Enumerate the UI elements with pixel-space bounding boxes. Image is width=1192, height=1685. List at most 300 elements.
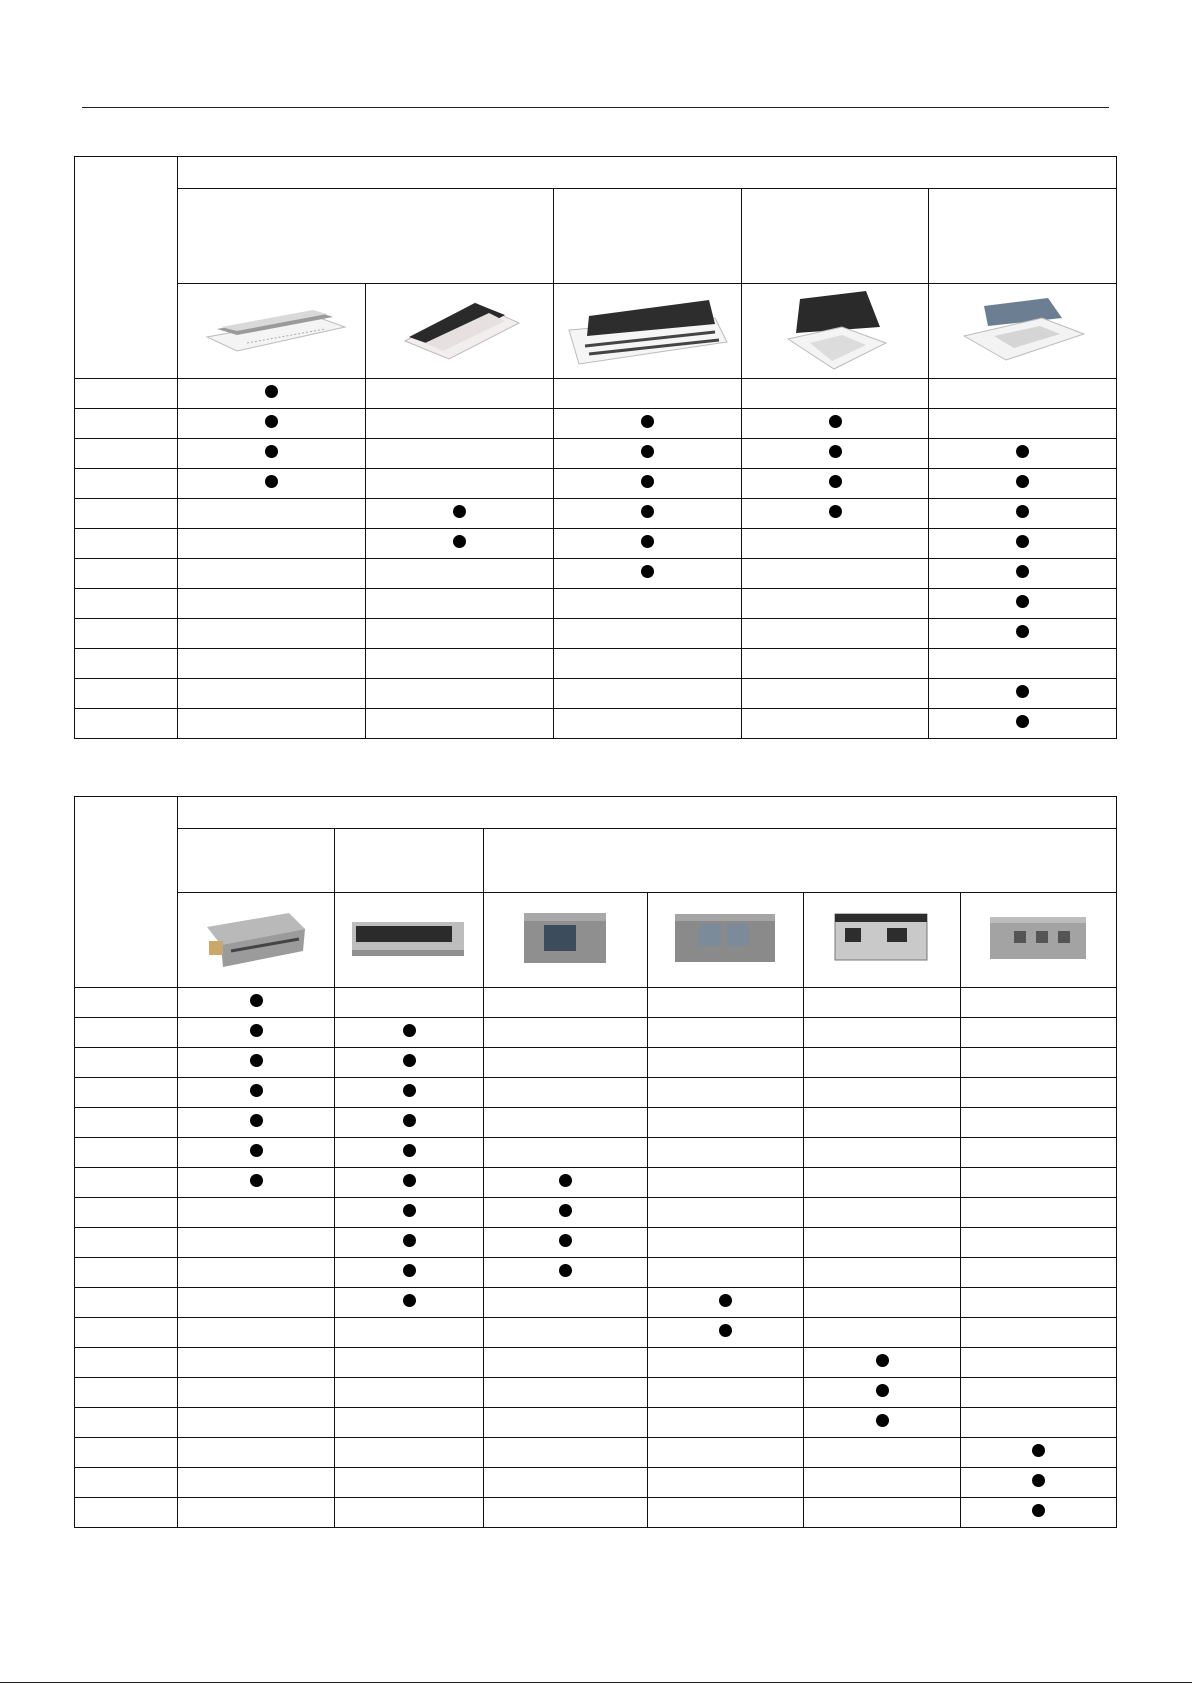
availability-cell (178, 1258, 335, 1288)
availability-cell (178, 379, 366, 409)
available-dot-icon (641, 415, 654, 428)
row-label-cell (75, 649, 178, 679)
available-dot-icon (403, 1024, 416, 1037)
availability-cell (178, 1138, 335, 1168)
available-dot-icon (250, 1114, 263, 1127)
available-dot-icon (453, 505, 466, 518)
availability-cell (804, 1168, 961, 1198)
available-dot-icon (1016, 565, 1029, 578)
available-dot-icon (403, 1204, 416, 1217)
availability-cell (484, 1318, 648, 1348)
availability-cell (648, 1408, 804, 1438)
availability-cell (961, 1078, 1117, 1108)
one-way-cassette-icon (197, 299, 347, 359)
availability-cell (366, 499, 554, 529)
availability-cell (554, 649, 742, 679)
availability-cell (804, 1048, 961, 1078)
availability-cell (178, 1078, 335, 1108)
category-header (178, 157, 1117, 189)
row-label-cell (75, 709, 178, 739)
availability-cell (648, 1498, 804, 1528)
availability-cell (178, 1048, 335, 1078)
row-label-cell (75, 1138, 178, 1168)
row-label-cell (75, 1378, 178, 1408)
availability-cell (961, 1438, 1117, 1468)
availability-cell (335, 1288, 484, 1318)
availability-cell (961, 1468, 1117, 1498)
availability-cell (484, 1468, 648, 1498)
table-row (75, 1348, 1117, 1378)
row-label-cell (75, 589, 178, 619)
availability-cell (961, 1108, 1117, 1138)
row-label-cell (75, 559, 178, 589)
availability-cell (804, 1258, 961, 1288)
availability-cell (366, 589, 554, 619)
available-dot-icon (559, 1234, 572, 1247)
available-dot-icon (641, 475, 654, 488)
availability-cell (554, 559, 742, 589)
availability-cell (929, 379, 1117, 409)
availability-cell (178, 1228, 335, 1258)
availability-cell (554, 709, 742, 739)
row-label-cell (75, 1168, 178, 1198)
availability-cell (648, 1258, 804, 1288)
duct-unit-icon (984, 907, 1094, 969)
availability-cell (804, 1318, 961, 1348)
row-label-cell (75, 499, 178, 529)
row-label-cell (75, 619, 178, 649)
row-label-cell (75, 1018, 178, 1048)
availability-cell (484, 1438, 648, 1468)
availability-cell (961, 1378, 1117, 1408)
availability-cell (961, 1498, 1117, 1528)
availability-cell (804, 1108, 961, 1138)
availability-cell (178, 709, 366, 739)
table-row (75, 1078, 1117, 1108)
availability-cell (961, 1138, 1117, 1168)
available-dot-icon (876, 1354, 889, 1367)
availability-cell (804, 1138, 961, 1168)
availability-cell (648, 1168, 804, 1198)
available-dot-icon (250, 1174, 263, 1187)
availability-cell (484, 1348, 648, 1378)
availability-cell (554, 499, 742, 529)
type-header (554, 189, 742, 284)
availability-cell (178, 1318, 335, 1348)
availability-cell (366, 439, 554, 469)
table-row (75, 1378, 1117, 1408)
availability-cell (178, 988, 335, 1018)
availability-cell (178, 679, 366, 709)
compact-four-way-cassette-unit-image (742, 284, 929, 379)
availability-cell (554, 529, 742, 559)
available-dot-icon (1016, 445, 1029, 458)
availability-cell (554, 469, 742, 499)
availability-cell (178, 649, 366, 679)
availability-cell (484, 1018, 648, 1048)
availability-cell (335, 1168, 484, 1198)
available-dot-icon (265, 445, 278, 458)
availability-cell (178, 1108, 335, 1138)
availability-cell (484, 1258, 648, 1288)
availability-cell (554, 439, 742, 469)
availability-cell (648, 1438, 804, 1468)
availability-cell (742, 559, 929, 589)
table-row (75, 1198, 1117, 1228)
available-dot-icon (1032, 1474, 1045, 1487)
table-row (75, 1258, 1117, 1288)
availability-cell (366, 679, 554, 709)
table-row (75, 379, 1117, 409)
availability-cell (804, 1348, 961, 1378)
header-rule (82, 107, 1109, 108)
availability-cell (178, 1198, 335, 1228)
availability-cell (484, 1378, 648, 1408)
cassette-model-table (74, 156, 1117, 739)
availability-cell (178, 1438, 335, 1468)
available-dot-icon (250, 1024, 263, 1037)
availability-cell (804, 1438, 961, 1468)
row-label-cell (75, 1408, 178, 1438)
available-dot-icon (641, 535, 654, 548)
row-label-cell (75, 529, 178, 559)
availability-cell (484, 1198, 648, 1228)
table-row (75, 589, 1117, 619)
table-row (75, 469, 1117, 499)
availability-cell (648, 1138, 804, 1168)
one-way-cassette-unit-image (178, 284, 366, 379)
availability-cell (335, 1078, 484, 1108)
availability-cell (366, 649, 554, 679)
availability-cell (804, 1498, 961, 1528)
row-label-cell (75, 1288, 178, 1318)
row-label-cell (75, 679, 178, 709)
type-header (742, 189, 929, 284)
availability-cell (804, 1408, 961, 1438)
available-dot-icon (719, 1294, 732, 1307)
table-row (75, 1228, 1117, 1258)
availability-cell (961, 988, 1117, 1018)
available-dot-icon (641, 565, 654, 578)
row-label-cell (75, 469, 178, 499)
row-label-cell (75, 988, 178, 1018)
duct-unit-icon (827, 908, 937, 968)
table-row (75, 1168, 1117, 1198)
available-dot-icon (403, 1264, 416, 1277)
available-dot-icon (719, 1324, 732, 1337)
availability-cell (484, 1498, 648, 1528)
availability-cell (178, 409, 366, 439)
availability-cell (742, 379, 929, 409)
availability-cell (929, 649, 1117, 679)
availability-cell (484, 1138, 648, 1168)
four-way-cassette-icon (780, 287, 890, 371)
availability-cell (929, 679, 1117, 709)
high-static-duct-unit-image (961, 893, 1117, 988)
table-row (75, 679, 1117, 709)
available-dot-icon (1016, 625, 1029, 638)
type-header (178, 829, 335, 893)
availability-cell (648, 1318, 804, 1348)
table-row (75, 1288, 1117, 1318)
available-dot-icon (876, 1414, 889, 1427)
availability-cell (929, 469, 1117, 499)
availability-cell (804, 1078, 961, 1108)
available-dot-icon (265, 385, 278, 398)
table-row (75, 1468, 1117, 1498)
available-dot-icon (403, 1054, 416, 1067)
availability-cell (648, 988, 804, 1018)
category-header (178, 797, 1117, 829)
high-static-duct-unit-image (484, 893, 648, 988)
available-dot-icon (829, 475, 842, 488)
availability-cell (929, 589, 1117, 619)
availability-cell (335, 1468, 484, 1498)
row-label-cell (75, 1498, 178, 1528)
available-dot-icon (829, 505, 842, 518)
availability-cell (366, 469, 554, 499)
availability-cell (335, 1138, 484, 1168)
availability-cell (178, 589, 366, 619)
availability-cell (742, 619, 929, 649)
row-label-cell (75, 1108, 178, 1138)
row-label-cell (75, 1048, 178, 1078)
availability-cell (335, 1198, 484, 1228)
row-label-cell (75, 1198, 178, 1228)
available-dot-icon (453, 535, 466, 548)
available-dot-icon (1016, 685, 1029, 698)
available-dot-icon (250, 994, 263, 1007)
type-header (335, 829, 484, 893)
table-row (75, 709, 1117, 739)
availability-cell (554, 679, 742, 709)
table-row (75, 529, 1117, 559)
available-dot-icon (876, 1384, 889, 1397)
one-way-cassette-unit-image (366, 284, 554, 379)
availability-cell (961, 1018, 1117, 1048)
available-dot-icon (1032, 1444, 1045, 1457)
table-row (75, 559, 1117, 589)
table-row (75, 988, 1117, 1018)
availability-cell (961, 1198, 1117, 1228)
available-dot-icon (403, 1234, 416, 1247)
availability-cell (929, 619, 1117, 649)
type-header (178, 189, 554, 284)
availability-cell (742, 439, 929, 469)
availability-cell (554, 619, 742, 649)
availability-cell (804, 1228, 961, 1258)
availability-cell (961, 1408, 1117, 1438)
type-header (929, 189, 1117, 284)
availability-cell (804, 988, 961, 1018)
available-dot-icon (403, 1174, 416, 1187)
availability-cell (648, 1288, 804, 1318)
availability-cell (335, 1318, 484, 1348)
availability-cell (742, 409, 929, 439)
availability-cell (178, 469, 366, 499)
high-static-duct-unit-image (804, 893, 961, 988)
availability-cell (929, 409, 1117, 439)
available-dot-icon (403, 1084, 416, 1097)
row-header-corner (75, 157, 178, 379)
row-header-corner (75, 797, 178, 988)
availability-cell (742, 679, 929, 709)
row-label-cell (75, 1258, 178, 1288)
available-dot-icon (1016, 535, 1029, 548)
availability-cell (742, 529, 929, 559)
available-dot-icon (265, 475, 278, 488)
high-static-duct-unit-image (648, 893, 804, 988)
availability-cell (484, 1168, 648, 1198)
table-row (75, 1108, 1117, 1138)
availability-cell (804, 1018, 961, 1048)
availability-cell (929, 499, 1117, 529)
availability-cell (178, 1018, 335, 1048)
slim-duct-unit-image (178, 893, 335, 988)
two-way-cassette-unit-image (554, 284, 742, 379)
one-way-cassette-icon (395, 297, 525, 361)
table-row (75, 1018, 1117, 1048)
availability-cell (648, 1378, 804, 1408)
available-dot-icon (250, 1084, 263, 1097)
available-dot-icon (1016, 715, 1029, 728)
availability-cell (648, 1228, 804, 1258)
available-dot-icon (1016, 595, 1029, 608)
availability-cell (484, 1108, 648, 1138)
row-label-cell (75, 1078, 178, 1108)
row-label-cell (75, 1348, 178, 1378)
available-dot-icon (403, 1114, 416, 1127)
availability-cell (335, 1258, 484, 1288)
available-dot-icon (250, 1054, 263, 1067)
availability-cell (648, 1048, 804, 1078)
availability-cell (961, 1258, 1117, 1288)
availability-cell (484, 1408, 648, 1438)
availability-cell (554, 379, 742, 409)
row-label-cell (75, 1318, 178, 1348)
availability-cell (742, 499, 929, 529)
table-row (75, 409, 1117, 439)
availability-cell (335, 1498, 484, 1528)
availability-cell (366, 559, 554, 589)
table-row (75, 1318, 1117, 1348)
available-dot-icon (641, 445, 654, 458)
availability-cell (929, 709, 1117, 739)
availability-cell (178, 1408, 335, 1438)
type-header (484, 829, 1117, 893)
duct-unit-icon (671, 908, 781, 968)
availability-cell (648, 1018, 804, 1048)
availability-cell (961, 1288, 1117, 1318)
table-row (75, 499, 1117, 529)
availability-cell (366, 379, 554, 409)
availability-cell (178, 1498, 335, 1528)
table-row (75, 1498, 1117, 1528)
duct-unit-icon (201, 907, 311, 969)
available-dot-icon (250, 1144, 263, 1157)
availability-cell (961, 1228, 1117, 1258)
availability-cell (804, 1378, 961, 1408)
available-dot-icon (1016, 475, 1029, 488)
table-row (75, 1438, 1117, 1468)
table-row (75, 649, 1117, 679)
footer-rule (0, 1682, 1192, 1683)
available-dot-icon (829, 415, 842, 428)
available-dot-icon (559, 1264, 572, 1277)
available-dot-icon (265, 415, 278, 428)
availability-cell (742, 589, 929, 619)
availability-cell (961, 1048, 1117, 1078)
availability-cell (178, 619, 366, 649)
availability-cell (554, 589, 742, 619)
two-way-cassette-icon (565, 290, 731, 368)
row-label-cell (75, 439, 178, 469)
availability-cell (804, 1288, 961, 1318)
availability-cell (961, 1318, 1117, 1348)
availability-cell (335, 1018, 484, 1048)
table-row (75, 1408, 1117, 1438)
availability-cell (178, 1348, 335, 1378)
availability-cell (335, 1378, 484, 1408)
availability-cell (366, 529, 554, 559)
availability-cell (804, 1198, 961, 1228)
availability-cell (366, 619, 554, 649)
available-dot-icon (403, 1144, 416, 1157)
availability-cell (929, 439, 1117, 469)
availability-cell (484, 1078, 648, 1108)
row-label-cell (75, 1468, 178, 1498)
row-label-cell (75, 409, 178, 439)
availability-cell (929, 529, 1117, 559)
availability-cell (178, 1288, 335, 1318)
availability-cell (648, 1198, 804, 1228)
availability-cell (178, 1468, 335, 1498)
duct-unit-icon (346, 914, 472, 962)
row-label-cell (75, 1228, 178, 1258)
row-label-cell (75, 379, 178, 409)
duct-unit-icon (518, 905, 614, 971)
availability-cell (178, 529, 366, 559)
availability-cell (335, 1348, 484, 1378)
availability-cell (648, 1108, 804, 1138)
availability-cell (335, 988, 484, 1018)
table-row (75, 619, 1117, 649)
availability-cell (648, 1468, 804, 1498)
available-dot-icon (641, 505, 654, 518)
availability-cell (929, 559, 1117, 589)
duct-model-table (74, 796, 1117, 1528)
availability-cell (554, 409, 742, 439)
row-label-cell (75, 1438, 178, 1468)
available-dot-icon (1032, 1504, 1045, 1517)
available-dot-icon (559, 1174, 572, 1187)
availability-cell (961, 1168, 1117, 1198)
table-body (75, 988, 1117, 1528)
availability-cell (366, 709, 554, 739)
availability-cell (742, 469, 929, 499)
table-row (75, 1138, 1117, 1168)
availability-cell (484, 1048, 648, 1078)
availability-cell (366, 409, 554, 439)
availability-cell (742, 709, 929, 739)
availability-cell (648, 1078, 804, 1108)
four-way-cassette-icon (958, 296, 1088, 362)
available-dot-icon (403, 1294, 416, 1307)
available-dot-icon (829, 445, 842, 458)
availability-cell (484, 1228, 648, 1258)
four-way-cassette-unit-image (929, 284, 1117, 379)
availability-cell (178, 1378, 335, 1408)
